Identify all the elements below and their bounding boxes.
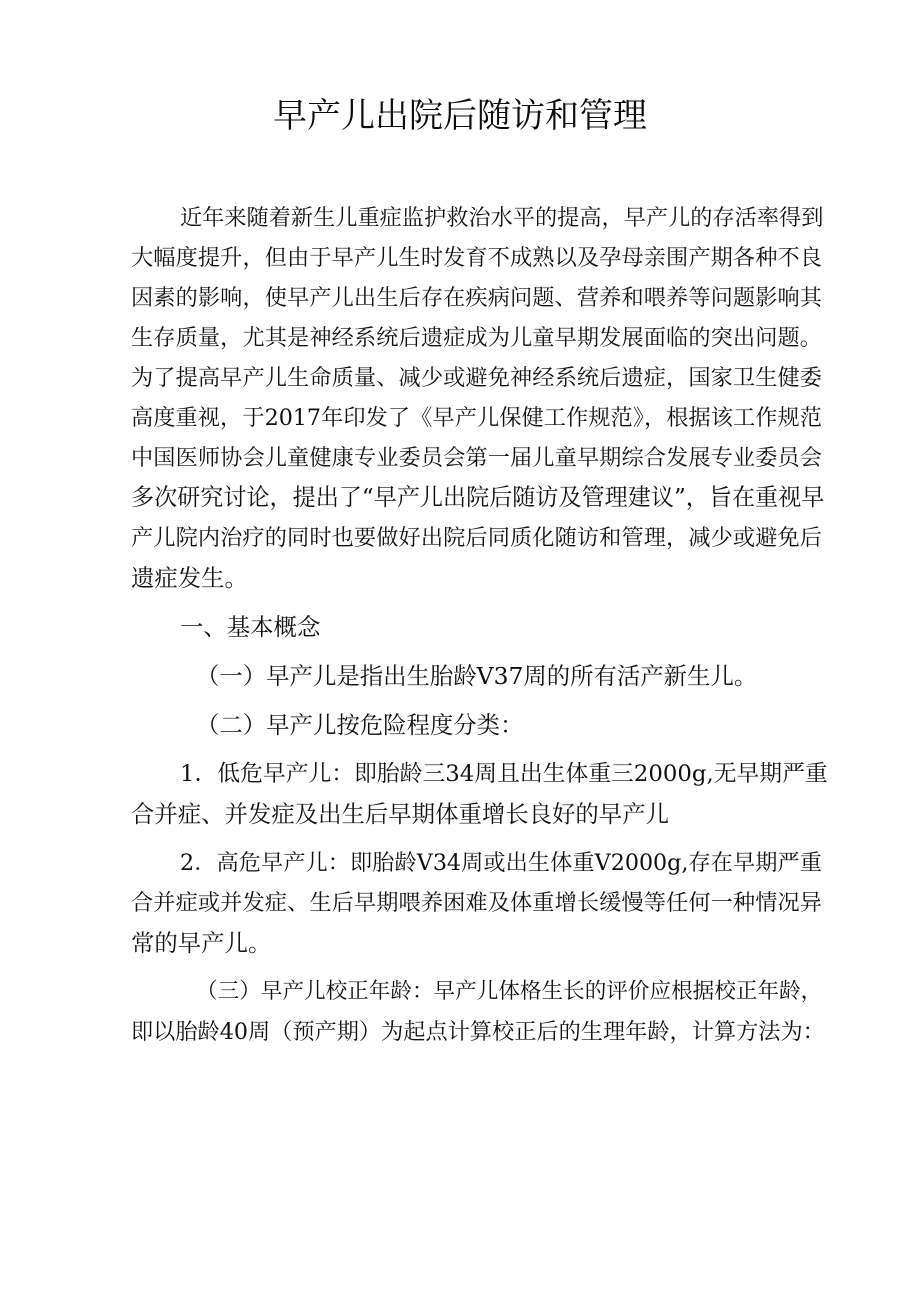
intro-line: 近年来随着新生儿重症监护救治水平的提高，早产儿的存活率得到 <box>180 205 824 231</box>
corrected-age-line: （三）早产儿校正年龄：早产儿体格生长的评价应根据校正年龄， <box>196 979 823 1004</box>
intro-line: 因素的影响，使早产儿出生后存在疾病问题、营养和喂养等问题影响其 <box>131 285 822 311</box>
intro-line: 为了提高早产儿生命质量、减少或避免神经系统后遗症，国家卫生健委 <box>131 365 822 391</box>
low-risk-line: 合并症、并发症及出生后早期体重增长良好的早产儿 <box>131 800 669 828</box>
high-risk-line: 合并症或并发症、生后早期喂养困难及体重增长缓慢等任何一种情况异 <box>131 890 822 916</box>
intro-line: 高度重视，于2017年印发了《早产儿保健工作规范》，根据该工作规范 <box>131 405 822 431</box>
document-title: 早产儿出院后随访和管理 <box>273 96 647 136</box>
high-risk-line: 常的早产儿。 <box>131 929 272 957</box>
intro-line: 遗症发生。 <box>131 564 248 592</box>
section-heading: 一、基本概念 <box>180 613 321 641</box>
concept-item: （一）早产儿是指出生胎龄V37周的所有活产新生儿。 <box>196 662 758 690</box>
corrected-age-line: 即以胎龄40周（预产期）为起点计算校正后的生理年龄，计算方法为： <box>131 1019 825 1045</box>
concept-item: （二）早产儿按危险程度分类： <box>196 711 524 739</box>
intro-line: 多次研究讨论，提出了“早产儿出院后随访及管理建议”，旨在重视早 <box>131 485 825 511</box>
intro-line: 生存质量，尤其是神经系统后遗症成为儿童早期发展面临的突出问题。 <box>131 325 822 351</box>
intro-line: 产儿院内治疗的同时也要做好出院后同质化随访和管理，减少或避免后 <box>131 525 822 551</box>
low-risk-line: 1．低危早产儿：即胎龄三34周且出生体重三2000g,无早期严重 <box>180 761 828 787</box>
intro-line: 中国医师协会儿童健康专业委员会第一届儿童早期综合发展专业委员会 <box>131 445 822 471</box>
high-risk-line: 2．高危早产儿：即胎龄V34周或出生体重V2000g,存在早期严重 <box>180 850 822 876</box>
intro-line: 大幅度提升，但由于早产儿生时发育不成熟以及孕母亲围产期各种不良 <box>131 245 822 271</box>
